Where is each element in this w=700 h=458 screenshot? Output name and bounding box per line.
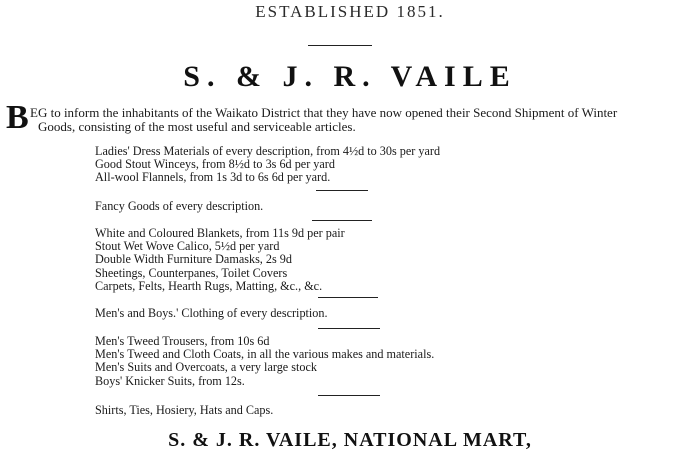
list-item: Boys' Knicker Suits, from 12s. (95, 373, 245, 388)
divider (308, 45, 372, 46)
list-item: Carpets, Felts, Hearth Rugs, Matting, &c., &c. (95, 278, 323, 293)
goods-group-mens-wear (95, 335, 655, 388)
goods-group-fancy (95, 200, 655, 213)
list-item: Good Stout Winceys, from 8½d to 3s 6d per yard (95, 157, 335, 172)
list-item: Double Width Furniture Damasks, 2s 9d (95, 252, 292, 267)
divider (316, 190, 368, 191)
goods-group-clothing (95, 307, 655, 320)
list-item: Stout Wet Wove Calico, 5½d per yard (95, 239, 280, 254)
divider (318, 395, 380, 396)
footer-firm-address: S. & J. R. VAILE, NATIONAL MART, (168, 429, 532, 451)
list-item: Men's Tweed and Cloth Coats, in all the various makes and materials. (95, 347, 435, 362)
list-item: Ladies' Dress Materials of every description, from 4½d to 30s per yard (95, 144, 441, 158)
list-item: Fancy Goods of every description. (95, 199, 264, 213)
list-item: White and Coloured Blankets, from 11s 9d per pair (95, 226, 345, 240)
list-item: Men's Suits and Overcoats, a very large stock (95, 360, 317, 375)
divider (312, 220, 372, 221)
established-line: ESTABLISHED 1851. (255, 2, 445, 21)
list-item: Men's Tweed Trousers, from 10s 6d (95, 334, 270, 348)
list-item: Shirts, Ties, Hosiery, Hats and Caps. (95, 403, 274, 417)
drop-cap: B (6, 99, 29, 136)
firm-name: S. & J. R. VAILE (183, 60, 517, 93)
list-item: All-wool Flannels, from 1s 3d to 6s 6d per yard. (95, 170, 331, 185)
goods-group-shirts (95, 404, 655, 417)
list-item: Men's and Boys.' Clothing of every description. (95, 306, 328, 320)
divider (318, 297, 378, 298)
goods-group-blankets (95, 227, 655, 293)
list-item: Sheetings, Counterpanes, Toilet Covers (95, 265, 288, 280)
goods-group-dress-materials (95, 145, 655, 185)
intro-line-2: Goods, consisting of the most useful and serviceable articles. (38, 119, 356, 134)
intro-line-1: EG to inform the inhabitants of the Waikato District that they have now opened their Second Shipment of Winter (30, 105, 618, 120)
divider (318, 328, 380, 329)
